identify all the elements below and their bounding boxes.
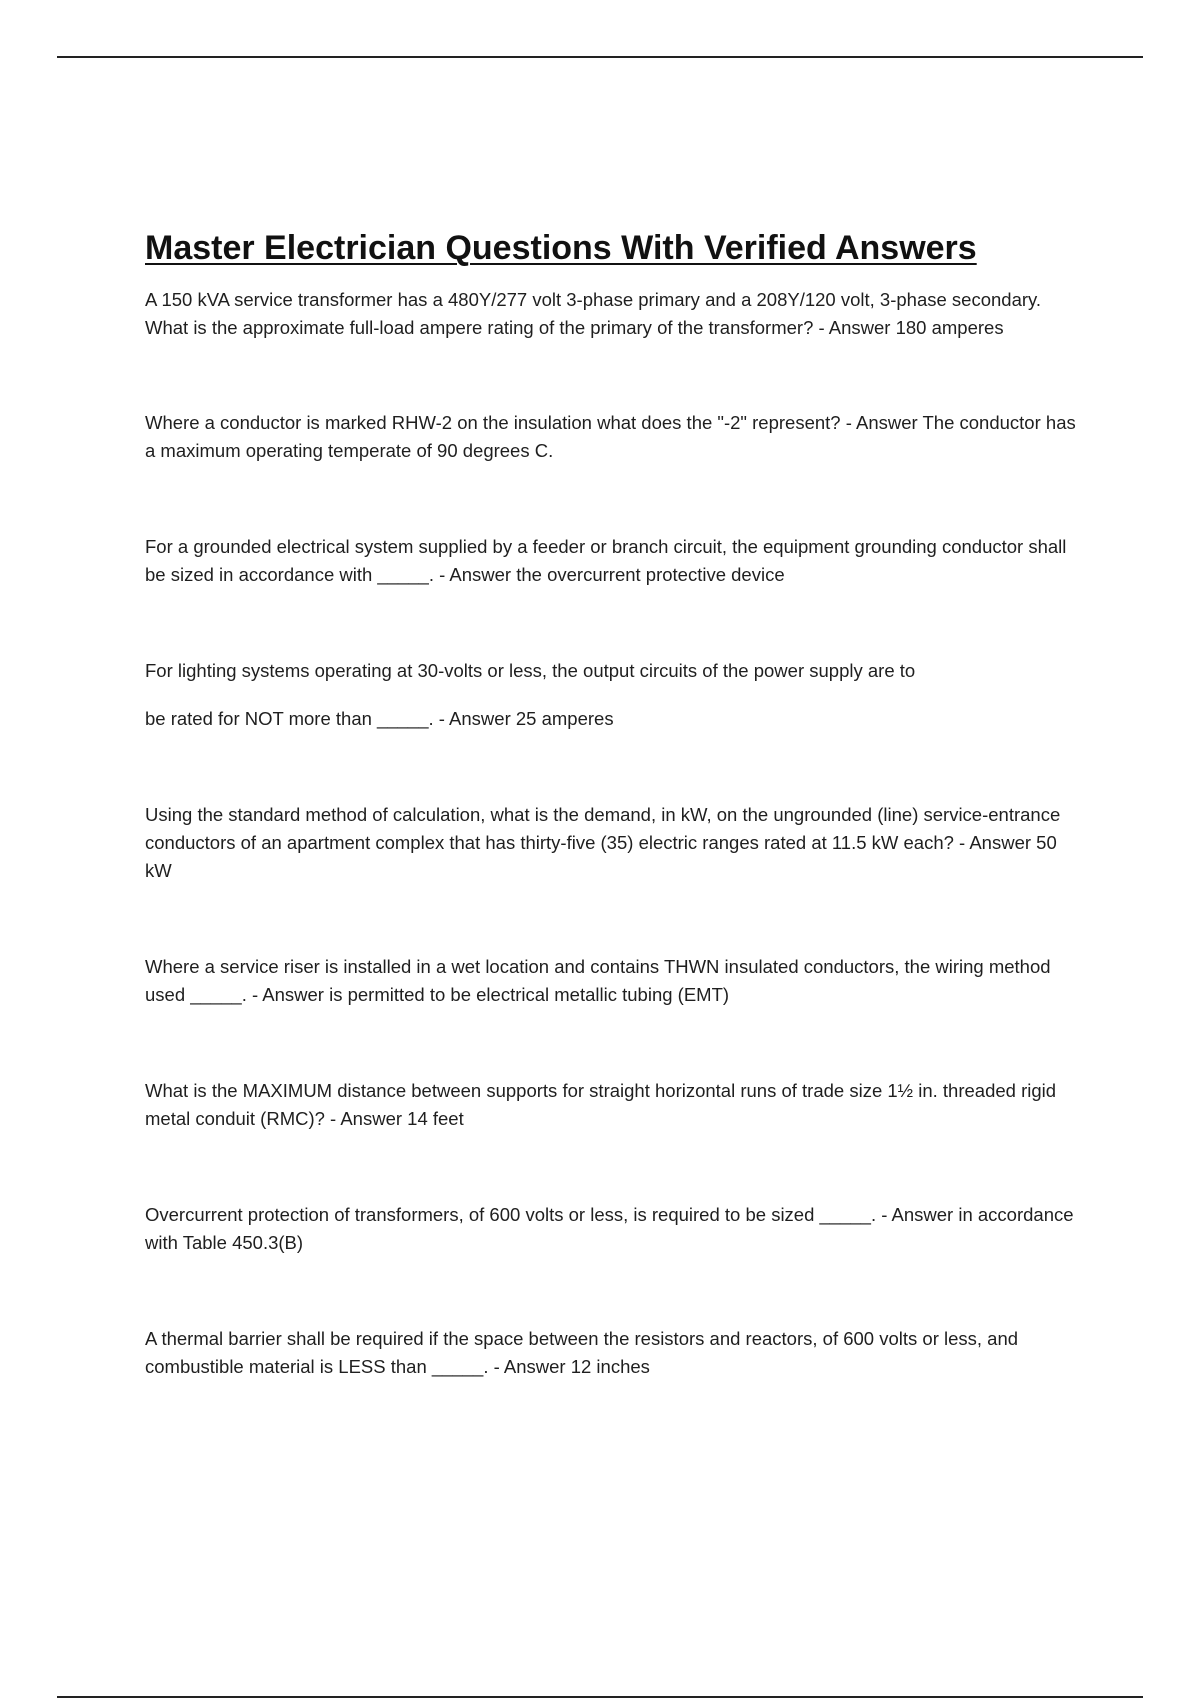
- question-answer-4-line-1: For lighting systems operating at 30-volts or less, the output circuits of the power supply are to: [145, 660, 916, 681]
- question-answer-1: A 150 kVA service transformer has a 480Y/277 volt 3-phase primary and a 208Y/120 volt, 3-phase secondary. What is the approximate full-load ampere rating of the primary of the transformer? - Answer 180 amperes: [145, 289, 1042, 338]
- question-answer-9: A thermal barrier shall be required if the space between the resistors and reactors, of 600 volts or less, and combustible material is LESS than _____. - Answer 12 inches: [145, 1328, 1019, 1377]
- question-answer-2: Where a conductor is marked RHW-2 on the insulation what does the "-2" represent? - Answer The conductor has a maximum operating temperate of 90 degrees C.: [145, 412, 1076, 461]
- document-body: [145, 226, 1085, 1381]
- question-answer-4: [145, 657, 1085, 733]
- document-title: Master Electrician Questions With Verified Answers: [145, 229, 977, 267]
- bottom-rule: [57, 1696, 1143, 1698]
- top-rule: [57, 56, 1143, 58]
- question-answer-8: Overcurrent protection of transformers, of 600 volts or less, is required to be sized _____. - Answer in accordance with Table 450.3(B): [145, 1204, 1074, 1253]
- question-answer-6: Where a service riser is installed in a wet location and contains THWN insulated conductors, the wiring method used _____. - Answer is permitted to be electrical metallic tubing (EMT): [145, 956, 1051, 1005]
- question-answer-5: Using the standard method of calculation, what is the demand, in kW, on the ungrounded (line) service-entrance conductors of an apartment complex that has thirty-five (35) electric ranges rated at 11.5 kW each? - Answer 50 kW: [145, 804, 1061, 881]
- question-answer-3: For a grounded electrical system supplied by a feeder or branch circuit, the equipment grounding conductor shall be sized in accordance with _____. - Answer the overcurrent protective device: [145, 536, 1067, 585]
- question-answer-7: What is the MAXIMUM distance between supports for straight horizontal runs of trade size 1½ in. threaded rigid metal conduit (RMC)? - Answer 14 feet: [145, 1080, 1057, 1129]
- question-answer-4-line-2: be rated for NOT more than _____. - Answer 25 amperes: [145, 708, 614, 729]
